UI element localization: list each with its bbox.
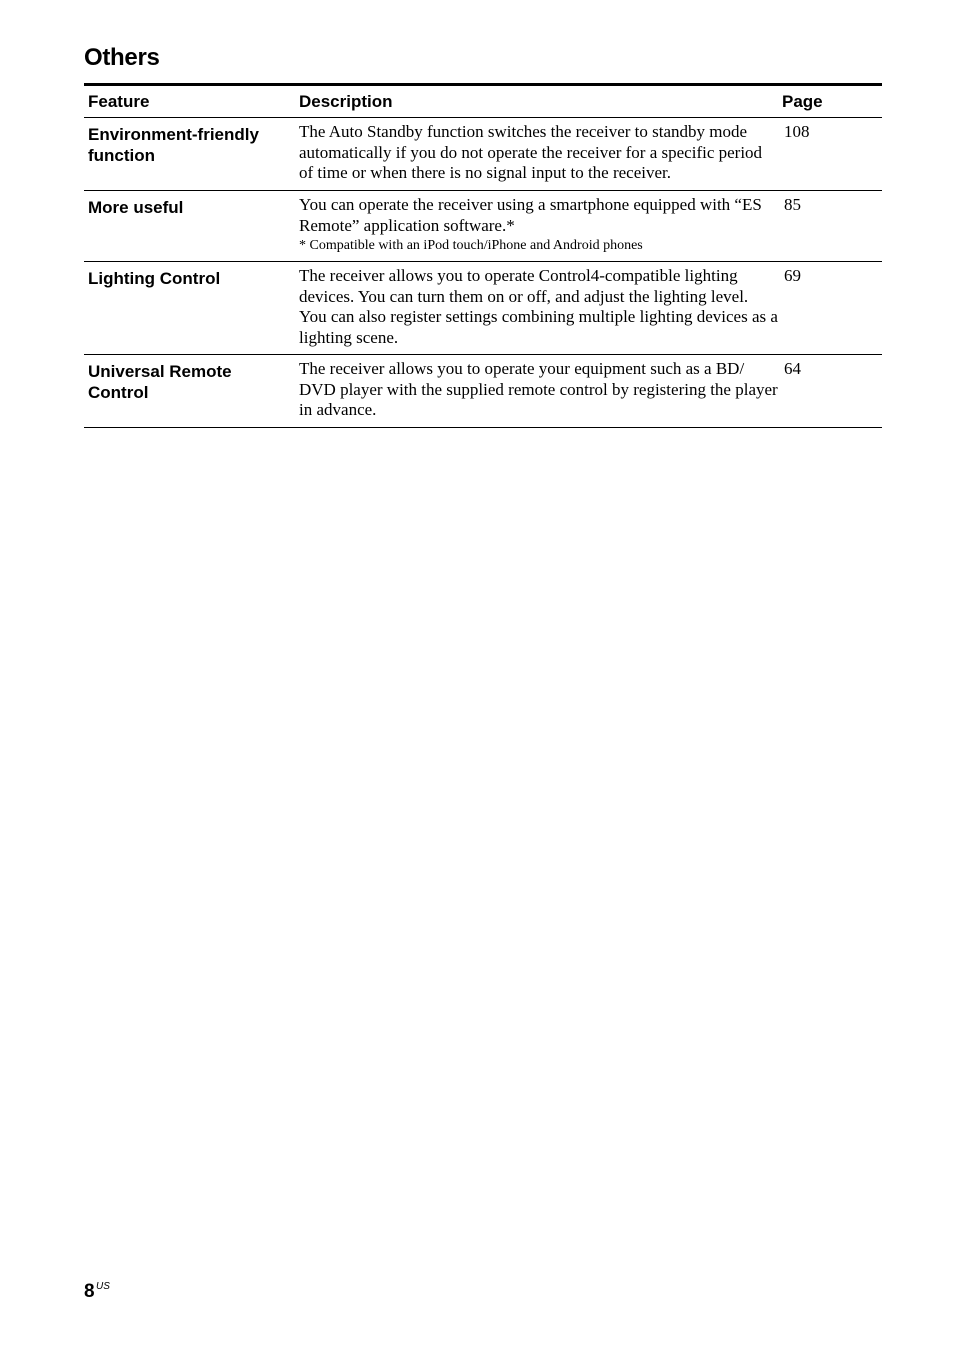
table-row [84, 118, 882, 191]
section-title: Others [84, 44, 160, 71]
feature-description: The receiver allows you to operate Control4-compatible lighting devices. You can turn them on or off, and adjust the lighting level. You can also register settings combining multiple lighting devices as a lighting scene. [299, 266, 778, 347]
feature-name: Universal Remote Control [88, 362, 232, 402]
feature-description: The receiver allows you to operate your equipment such as a BD/ DVD player with the supplied remote control by registering the player in advance. [299, 359, 778, 419]
page-region-code: US [96, 1281, 110, 1292]
feature-table [84, 83, 882, 428]
page-reference: 69 [784, 266, 801, 285]
table-header-row [84, 85, 882, 118]
feature-description: The Auto Standby function switches the receiver to standby mode automatically if you do not operate the receiver for a specific period of time or when there is no signal input to the receiver. [299, 122, 763, 182]
page-reference: 108 [784, 122, 810, 141]
feature-footnote: * Compatible with an iPod touch/iPhone and Android phones [299, 238, 643, 253]
feature-description: You can operate the receiver using a smartphone equipped with “ES Remote” application software.* [299, 195, 762, 235]
page-number: 8 [84, 1281, 94, 1302]
table-row [84, 355, 882, 428]
table-row [84, 191, 882, 262]
feature-name: Environment-friendly function [88, 125, 259, 165]
table-row [84, 262, 882, 355]
header-description: Description [299, 92, 393, 111]
feature-name: Lighting Control [88, 269, 221, 288]
header-feature: Feature [88, 92, 150, 111]
page-reference: 85 [784, 195, 801, 214]
page-reference: 64 [784, 359, 801, 378]
header-page: Page [782, 92, 823, 111]
feature-name: More useful [88, 198, 184, 217]
feature-description-cell [295, 191, 778, 262]
